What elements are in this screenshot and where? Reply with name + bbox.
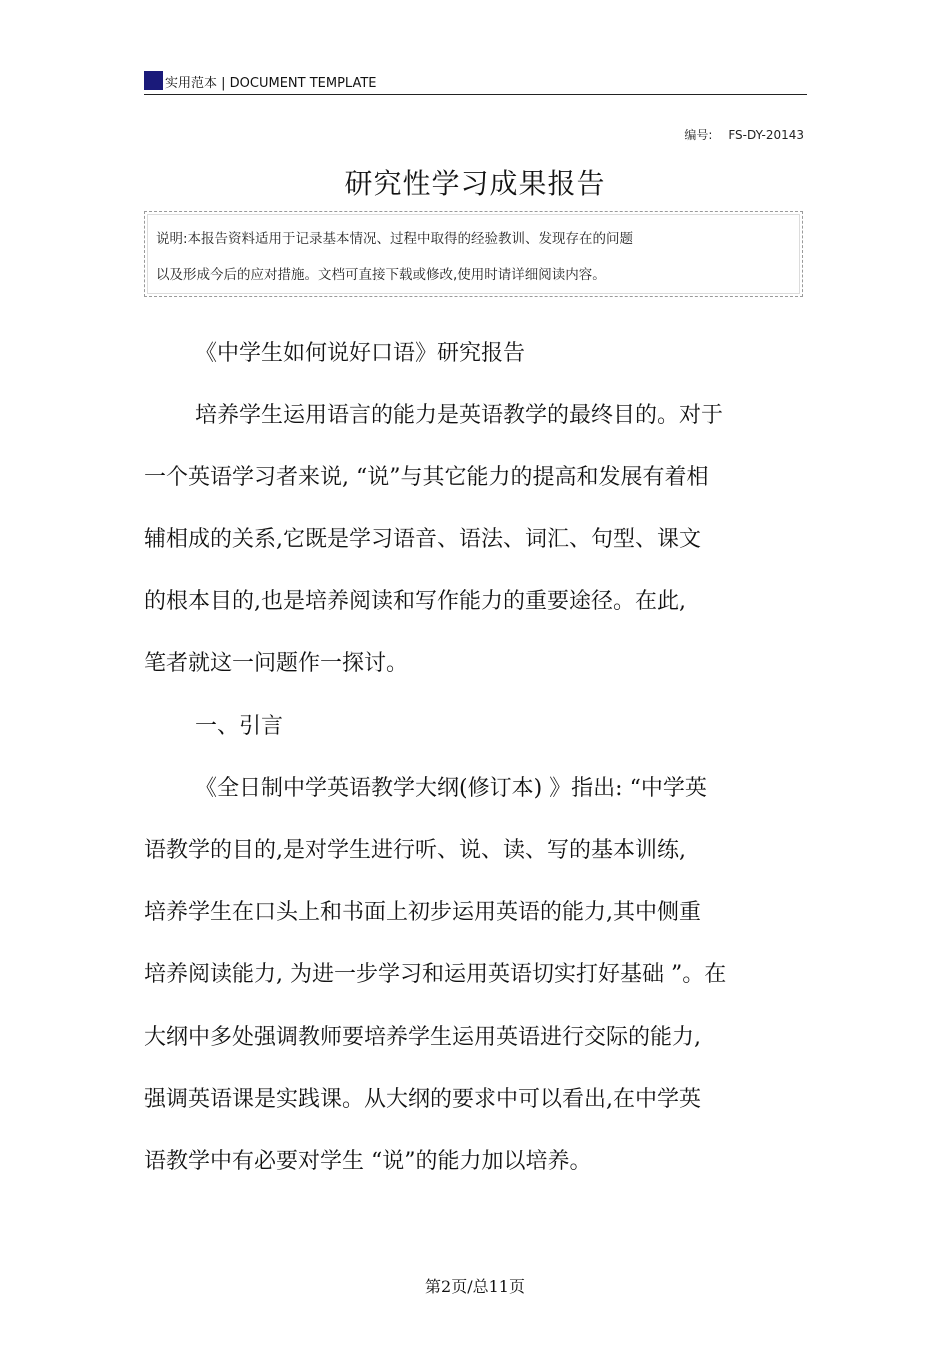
body-line: 语教学中有必要对学生 “说”的能力加以培养。 bbox=[144, 1149, 592, 1174]
note-line-1: 说明:本报告资料适用于记录基本情况、过程中取得的经验教训、发现存在的问题 bbox=[156, 231, 634, 247]
document-number-value: FS-DY-20143 bbox=[728, 128, 804, 142]
body-line: 强调英语课是实践课。从大纲的要求中可以看出,在中学英 bbox=[144, 1087, 701, 1112]
body-line: 培养阅读能力, 为进一步学习和运用英语切实打好基础 ”。在 bbox=[144, 962, 727, 987]
body-line: 笔者就这一问题作一探讨。 bbox=[144, 651, 409, 676]
header-text: 实用范本 | DOCUMENT TEMPLATE bbox=[165, 76, 377, 91]
note-line-2: 以及形成今后的应对措施。文档可直接下载或修改,使用时请详细阅读内容。 bbox=[156, 267, 606, 283]
body-line: 培养学生运用语言的能力是英语教学的最终目的。对于 bbox=[195, 403, 724, 428]
body-line: 《全日制中学英语教学大纲(修订本) 》指出: “中学英 bbox=[195, 776, 707, 801]
document-title: 研究性学习成果报告 bbox=[344, 167, 606, 200]
section-heading: 一、引言 bbox=[195, 714, 284, 739]
page-header bbox=[144, 68, 807, 95]
document-number-label: 编号: bbox=[684, 128, 713, 142]
body-line: 的根本目的,也是培养阅读和写作能力的重要途径。在此, bbox=[144, 589, 686, 614]
body-line: 一个英语学习者来说, “说”与其它能力的提高和发展有着相 bbox=[144, 465, 709, 490]
body-line: 语教学的目的,是对学生进行听、说、读、写的基本训练, bbox=[144, 838, 686, 863]
body-line: 大纲中多处强调教师要培养学生运用英语进行交际的能力, bbox=[144, 1025, 701, 1050]
body-line: 辅相成的关系,它既是学习语音、语法、词汇、句型、课文 bbox=[144, 527, 701, 552]
note-box bbox=[144, 211, 803, 297]
document-number bbox=[684, 126, 804, 143]
body-line: 培养学生在口头上和书面上初步运用英语的能力,其中侧重 bbox=[144, 900, 701, 925]
header-logo-square bbox=[144, 71, 163, 90]
report-heading: 《中学生如何说好口语》研究报告 bbox=[195, 341, 526, 366]
page-footer: 第2页/总11页 bbox=[425, 1277, 525, 1296]
